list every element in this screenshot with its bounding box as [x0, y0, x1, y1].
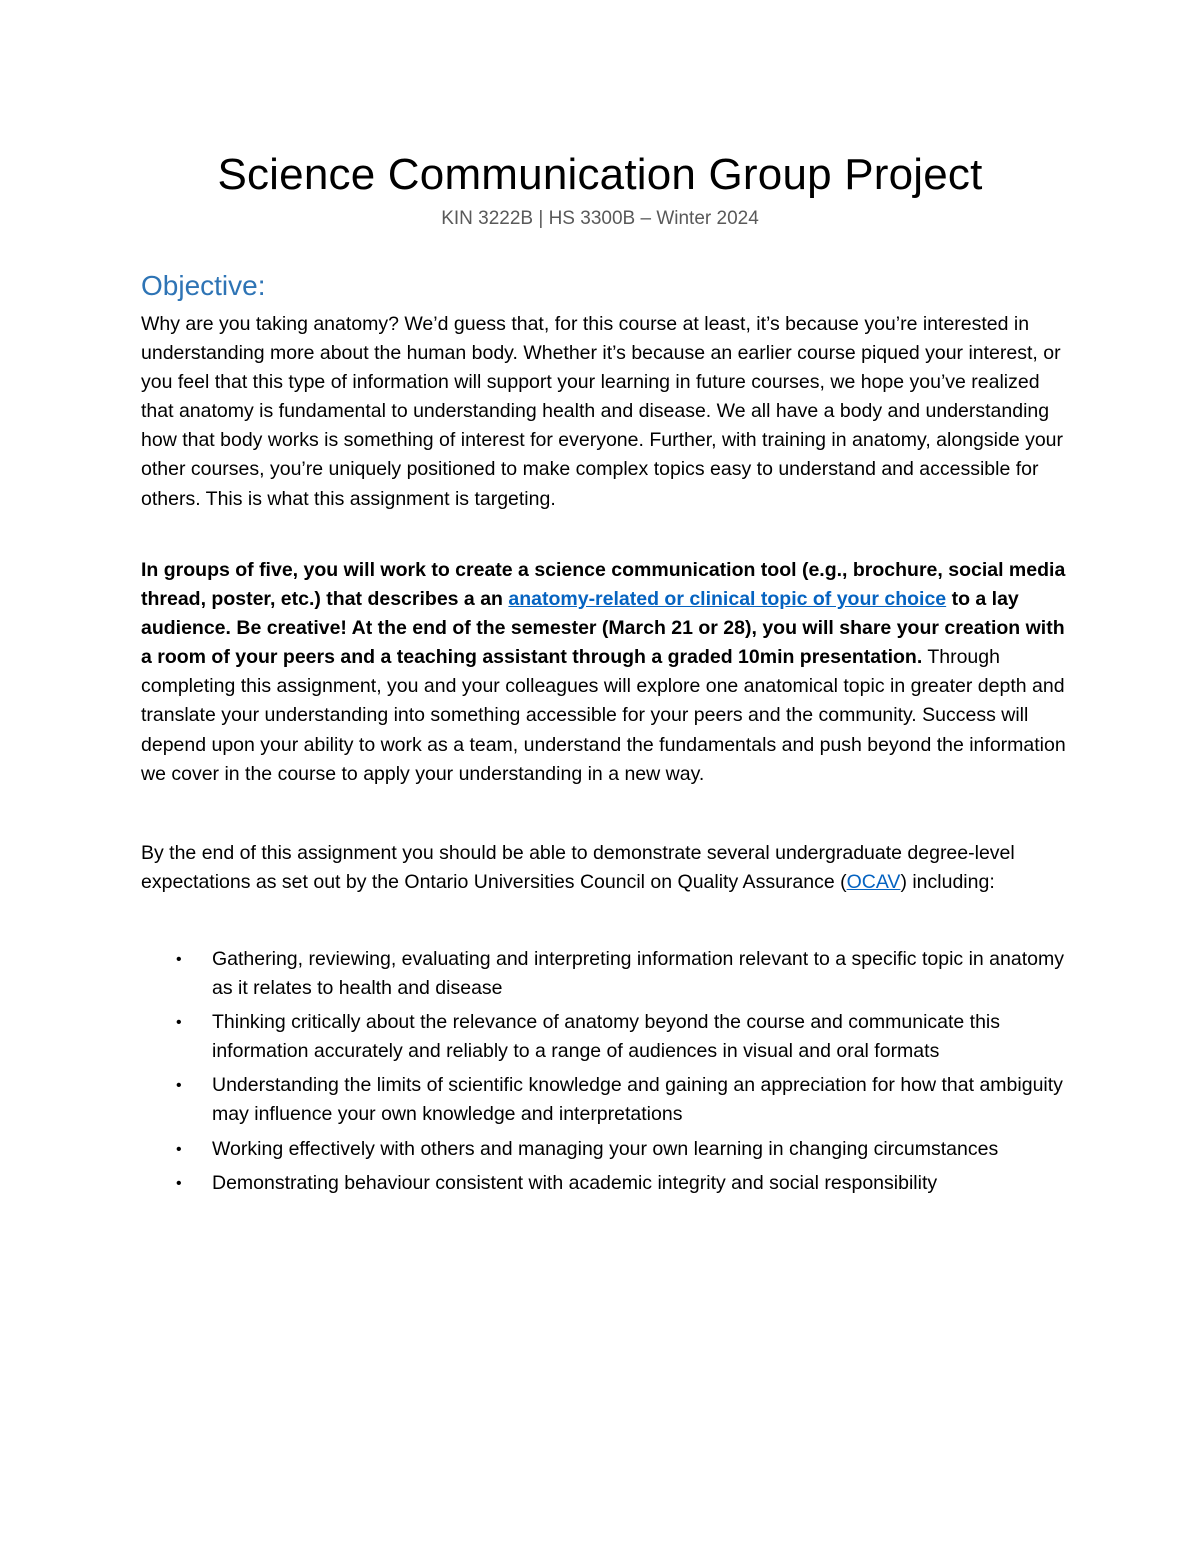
list-item-text: Thinking critically about the relevance of anatomy beyond the course and communicate this information accurately and reliably to a range of audiences in visual and oral formats: [212, 1011, 1001, 1063]
expectations-list: [141, 945, 1071, 1203]
bullet-icon: •: [176, 1174, 182, 1192]
task-bold-start: In groups of five, you will work to create a science communication tool (e.g., brochure, social media thread, poster, etc.) that describes a an: [141, 559, 1066, 611]
ocav-link[interactable]: OCAV: [846, 871, 901, 894]
list-item-text: Gathering, reviewing, evaluating and interpreting information relevant to a specific topic in anatomy as it relates to health and disease: [212, 948, 1064, 1000]
expectations-text-before: By the end of this assignment you should be able to demonstrate several undergraduate degree-level expectations as set out by the Ontario Universities Council on Quality Assurance (: [141, 842, 1015, 894]
list-item: [141, 945, 1071, 1003]
list-item-text: Demonstrating behaviour consistent with academic integrity and social responsibility: [212, 1171, 938, 1194]
task-bold-end: to a lay audience. Be creative! At the end of the semester (March 21 or 28), you will share your creation with a room of your peers and a teaching assistant through a graded 10min presentation.: [141, 588, 1065, 669]
bullet-icon: •: [176, 1077, 182, 1095]
list-item-text: Working effectively with others and managing your own learning in changing circumstances: [212, 1137, 999, 1160]
document-title: Science Communication Group Project: [217, 150, 983, 199]
bullet-icon: •: [176, 1140, 182, 1158]
task-normal-text: Through completing this assignment, you and your colleagues will explore one anatomical topic in greater depth and translate your understanding into something accessible for your peers and the community. Success will depend upon your ability to work as a team, understand the fundamentals and push beyond the information we cover in the course to apply your understanding in a new way.: [141, 646, 1066, 785]
paragraph-task: [141, 556, 1071, 789]
expectations-text-after: ) including:: [900, 871, 995, 894]
list-item: [141, 1071, 1071, 1129]
list-item: [141, 1169, 1071, 1198]
paragraph-expectations: [141, 839, 1071, 897]
paragraph-intro: Why are you taking anatomy? We’d guess that, for this course at least, it’s because you’re interested in understanding more about the human body. Whether it’s because an earlier course piqued your interest, or you feel that this type of information will support your learning in future courses, we hope you’ve realized that anatomy is fundamental to understanding health and disease. We all have a body and understanding how that body works is something of interest for everyone. Further, with training in anatomy, alongside your other courses, you’re uniquely positioned to make complex topics easy to understand and accessible for others. This is what this assignment is targeting.: [141, 313, 1064, 510]
topic-choice-link[interactable]: anatomy-related or clinical topic of your choice: [508, 588, 947, 611]
list-item-text: Understanding the limits of scientific knowledge and gaining an appreciation for how that ambiguity may influence your own knowledge and interpretations: [212, 1074, 1063, 1126]
document-subtitle: KIN 3222B | HS 3300B – Winter 2024: [441, 208, 759, 229]
list-item: [141, 1008, 1071, 1066]
list-item: [141, 1135, 1071, 1164]
objective-heading: Objective:: [141, 270, 266, 301]
bullet-icon: •: [176, 1014, 182, 1032]
bullet-icon: •: [176, 951, 182, 968]
